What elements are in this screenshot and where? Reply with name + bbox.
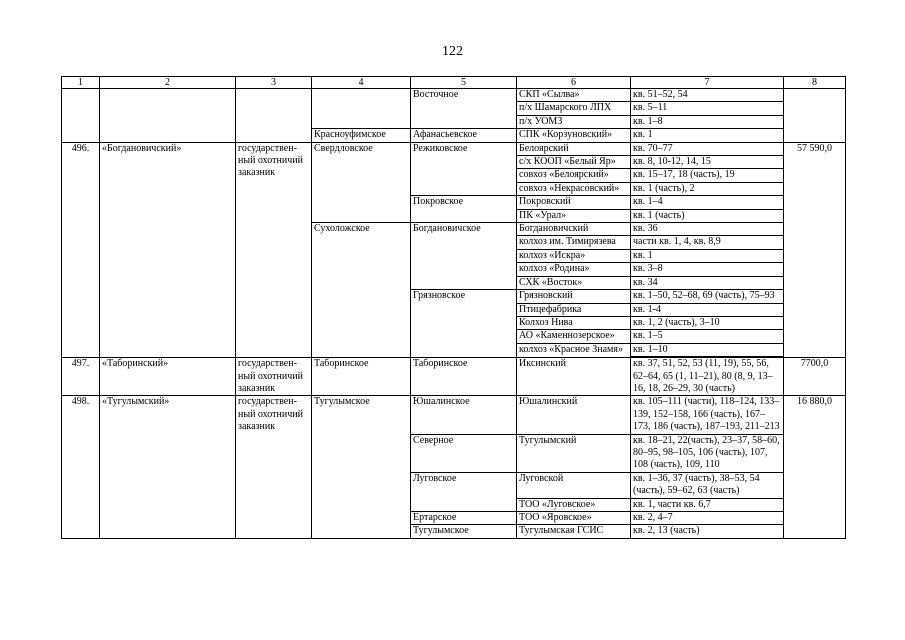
column-number: 8 — [784, 77, 846, 89]
land-user-cell: Покровский — [517, 196, 631, 209]
quarters-cell: кв. 1–36, 37 (часть), 38–53, 54 (часть), 59–62, 63 (часть) — [631, 472, 784, 498]
column-number: 5 — [411, 77, 517, 89]
land-user-cell: АО «Каменнозерское» — [517, 330, 631, 343]
column-number: 1 — [62, 77, 100, 89]
quarters-cell: кв. 105–111 (части), 118–124, 133–139, 152–158, 166 (часть), 167–173, 186 (часть), 187–193, 211–213 — [631, 396, 784, 434]
quarters-cell: кв. 1 (часть) — [631, 209, 784, 222]
area-cell: 7700,0 — [784, 358, 846, 396]
forestry-cell: Сухоложское — [312, 223, 411, 358]
quarters-cell: кв. 18–21, 22(часть), 23–37, 58–60, 80–95, 98–105, 106 (часть), 107, 108 (часть), 109, 110 — [631, 434, 784, 472]
empty-cell — [62, 89, 100, 143]
land-user-cell: колхоз им. Тимирязева — [517, 236, 631, 249]
page-number: 122 — [442, 44, 463, 59]
land-user-cell: колхоз «Красное Знамя» — [517, 343, 631, 357]
empty-cell — [100, 89, 236, 143]
subdistrict-cell: Восточное — [411, 89, 517, 129]
subdistrict-cell: Северное — [411, 434, 517, 472]
quarters-cell: кв. 3–8 — [631, 263, 784, 276]
land-user-cell: СХК «Восток» — [517, 276, 631, 289]
subdistrict-cell: Юшалинское — [411, 396, 517, 434]
land-user-cell: колхоз «Искра» — [517, 249, 631, 262]
quarters-cell: кв. 1 — [631, 249, 784, 262]
land-user-cell: Тугулымский — [517, 434, 631, 472]
quarters-cell: части кв. 1, 4, кв. 8,9 — [631, 236, 784, 249]
quarters-cell: кв. 5–11 — [631, 102, 784, 115]
subdistrict-cell: Афанасьевское — [411, 129, 517, 142]
land-user-cell: СКП «Сылва» — [517, 89, 631, 102]
land-user-cell: ПК «Урал» — [517, 209, 631, 222]
land-user-cell: Грязновский — [517, 290, 631, 303]
land-user-cell: п/х Шамарского ЛПХ — [517, 102, 631, 115]
empty-cell — [236, 89, 312, 143]
land-user-cell: Богдановичский — [517, 223, 631, 236]
forestry-cell: Свердловское — [312, 142, 411, 222]
subdistrict-cell: Таборинское — [411, 358, 517, 396]
forestry-cell: Красноуфимское — [312, 129, 411, 142]
forestry-cell: Таборинское — [312, 358, 411, 396]
empty-cell — [312, 89, 411, 129]
quarters-cell: кв. 8, 10-12, 14, 15 — [631, 156, 784, 169]
quarters-cell: кв. 51–52, 54 — [631, 89, 784, 102]
land-user-cell: с/х КООП «Белый Яр» — [517, 156, 631, 169]
subdistrict-cell: Грязновское — [411, 290, 517, 358]
subdistrict-cell: Покровское — [411, 196, 517, 223]
empty-cell — [784, 89, 846, 143]
quarters-cell: кв. 2, 13 (часть) — [631, 525, 784, 538]
table-row — [62, 142, 846, 155]
subdistrict-cell: Луговское — [411, 472, 517, 511]
quarters-cell: кв. 1–4 — [631, 196, 784, 209]
quarters-cell: кв. 1–50, 52–68, 69 (часть), 75–93 — [631, 290, 784, 303]
reserve-type: государствен-ный охотничий заказник — [236, 142, 312, 358]
land-user-cell: Луговской — [517, 472, 631, 498]
subdistrict-cell: Богдановичское — [411, 223, 517, 290]
reserves-table — [61, 76, 846, 539]
land-user-cell: Белоярский — [517, 142, 631, 155]
quarters-cell: кв. 37, 51, 52, 53 (11, 19), 55, 56, 62–64, 65 (1, 11–21), 80 (8, 9, 13–16, 18, 26–29, 30 (часть) — [631, 358, 784, 396]
land-user-cell: совхоз «Белоярский» — [517, 169, 631, 182]
quarters-cell: кв. 1–10 — [631, 343, 784, 356]
table-row — [62, 396, 846, 434]
land-user-cell: Юшалинский — [517, 396, 631, 434]
reserve-type: государствен-ный охотничий заказник — [236, 358, 312, 396]
reserve-name: «Таборинский» — [100, 358, 236, 396]
quarters-cell: кв. 1, части кв. 6,7 — [631, 498, 784, 511]
quarters-cell: кв. 1–5 — [631, 330, 784, 343]
quarters-cell: кв. 1–8 — [631, 115, 784, 128]
quarters-cell: кв. 1-4 — [631, 303, 784, 316]
column-number: 7 — [631, 77, 784, 89]
land-user-cell: Птицефабрика — [517, 303, 631, 316]
area-cell: 57 590,0 — [784, 142, 846, 358]
subdistrict-cell: Ертарское — [411, 512, 517, 525]
quarters-cell: кв. 15–17, 18 (часть), 19 — [631, 169, 784, 182]
quarters-cell: кв. 34 — [631, 276, 784, 289]
quarters-cell: кв. 36 — [631, 223, 784, 236]
entry-number: 497. — [62, 358, 100, 396]
reserve-type: государствен-ный охотничий заказник — [236, 396, 312, 538]
land-user-cell: СПК «Корзуновский» — [517, 129, 631, 142]
subdistrict-cell: Режиковское — [411, 142, 517, 196]
quarters-cell: кв. 1 (часть), 2 — [631, 182, 784, 195]
table-row — [62, 358, 846, 396]
column-number: 6 — [517, 77, 631, 89]
subdistrict-cell: Тугулымское — [411, 525, 517, 538]
column-number-row — [62, 77, 846, 89]
quarters-cell: кв. 70–77 — [631, 142, 784, 155]
land-user-cell: Иксинский — [517, 358, 631, 396]
area-cell: 16 880,0 — [784, 396, 846, 538]
land-user-cell: колхоз «Родина» — [517, 263, 631, 276]
land-user-cell: п/х УОМЗ — [517, 115, 631, 128]
entry-number: 496. — [62, 142, 100, 358]
land-user-cell: Колхоз Нива — [517, 316, 631, 329]
table-row — [62, 89, 846, 102]
entry-number: 498. — [62, 396, 100, 538]
land-user-cell: ТОО «Яровское» — [517, 512, 631, 525]
land-user-cell: Тугулымская ГСИС — [517, 525, 631, 538]
reserve-name: «Богдановичский» — [100, 142, 236, 358]
quarters-cell: кв. 1, 2 (часть), 3–10 — [631, 316, 784, 329]
quarters-cell: кв. 2, 4–7 — [631, 512, 784, 525]
forestry-cell: Тугулымское — [312, 396, 411, 538]
land-user-cell: совхоз «Некрасовский» — [517, 182, 631, 195]
column-number: 4 — [312, 77, 411, 89]
land-user-cell: ТОО «Луговское» — [517, 498, 631, 511]
column-number: 2 — [100, 77, 236, 89]
reserve-name: «Тугулымский» — [100, 396, 236, 538]
quarters-cell: кв. 1 — [631, 129, 784, 142]
column-number: 3 — [236, 77, 312, 89]
